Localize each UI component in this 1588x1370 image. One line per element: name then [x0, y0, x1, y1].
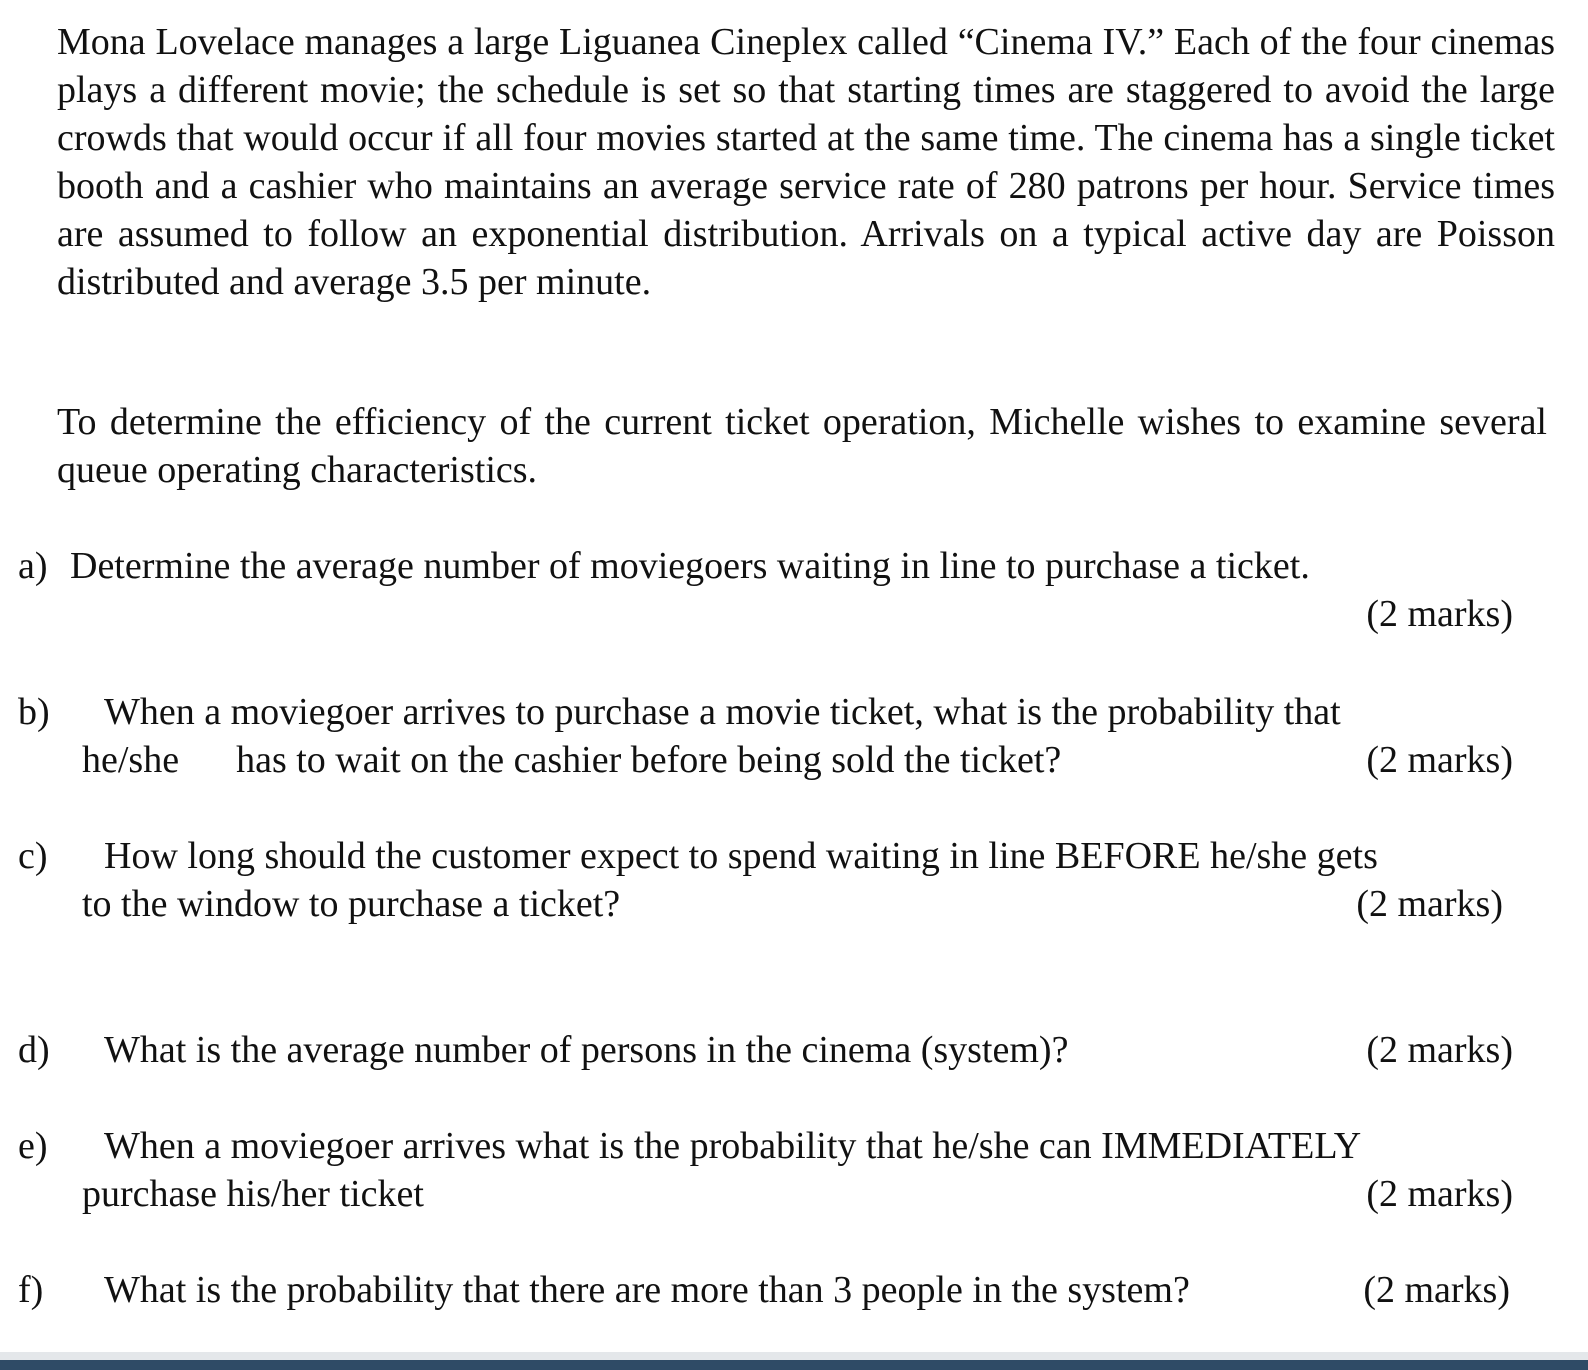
question-d [18, 1026, 1513, 1074]
question-c-marks: (2 marks) [1356, 883, 1503, 925]
question-f [18, 1266, 1510, 1314]
question-d-marks: (2 marks) [1366, 1029, 1513, 1071]
question-b [18, 688, 1513, 784]
question-f-text: What is the probability that there are more than 3 people in the system? [104, 1269, 1190, 1311]
question-e-label: e) [18, 1125, 48, 1167]
question-b-text: When a moviegoer arrives to purchase a movie ticket, what is the probability that [104, 691, 1341, 733]
question-e [18, 1122, 1513, 1218]
question-e-marks: (2 marks) [1366, 1173, 1513, 1215]
question-e-text: When a moviegoer arrives what is the probability that he/she can IMMEDIATELY [104, 1125, 1362, 1167]
question-a-label: a) [18, 545, 48, 587]
question-d-label: d) [18, 1029, 50, 1071]
question-b-text-line2: he/she has to wait on the cashier before being sold the ticket? [82, 739, 1062, 781]
question-c [18, 832, 1513, 928]
question-a [18, 542, 1513, 638]
question-e-text-line2: purchase his/her ticket [82, 1173, 424, 1215]
question-f-marks: (2 marks) [1363, 1269, 1510, 1311]
question-b-label: b) [18, 691, 50, 733]
question-b-marks: (2 marks) [1366, 739, 1513, 781]
objective-paragraph: To determine the efficiency of the current ticket operation, Michelle wishes to examine several queue operating characteristics. [57, 401, 1547, 491]
question-d-text: What is the average number of persons in the cinema (system)? [104, 1029, 1069, 1071]
question-f-label: f) [18, 1269, 44, 1311]
question-c-text: How long should the customer expect to spend waiting in line BEFORE he/she gets [104, 835, 1378, 877]
intro-paragraph: Mona Lovelace manages a large Liguanea Cineplex called “Cinema IV.” Each of the four cinemas plays a different movie; the schedule is set so that starting times are staggered to avoid the large crowds that would occur if all four movies started at the same time. The cinema has a single ticket booth and a cashier who maintains an average service rate of 280 patrons per hour. Service times are assumed to follow an exponential distribution. Arrivals on a typical active day are Poisson distributed and average 3.5 per minute. [57, 21, 1555, 303]
question-c-label: c) [18, 835, 48, 877]
question-a-text: Determine the average number of moviegoers waiting in line to purchase a ticket. [70, 545, 1310, 587]
question-a-marks: (2 marks) [1366, 593, 1513, 635]
question-c-text-line2: to the window to purchase a ticket? [82, 883, 621, 925]
window-bottom-border [0, 1352, 1588, 1370]
